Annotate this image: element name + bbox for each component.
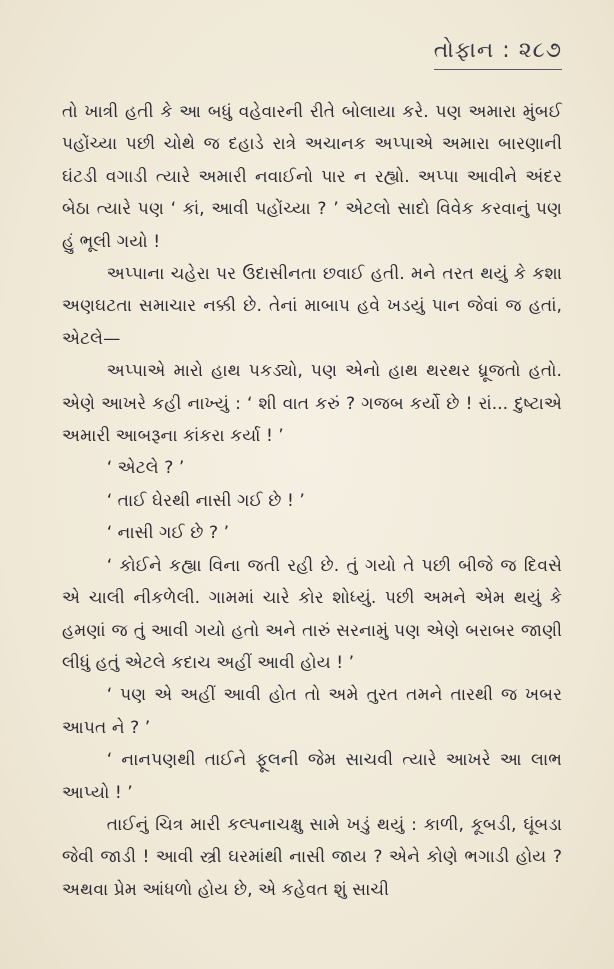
paragraph: ‘ નાનપણથી તાઈને ફૂલની જેમ સાચવી ત્યારે આખરે આ લાભ આપ્યો ! ’ bbox=[62, 750, 562, 803]
dialogue-line: ‘ એટલે ? ’ bbox=[106, 458, 185, 479]
running-head-page-number: તોફાન : ૨૮૭ bbox=[434, 38, 562, 70]
paragraph: અપ્પાના ચહેરા પર ઉદાસીનતા છવાઈ હતી. મને તરત થયું કે કશા અણઘટતા સમાચાર નક્કી છે. તેનાં માબાપ હવે ખડયું પાન જેવાં જ હતાં, એટલે— bbox=[62, 264, 562, 349]
paragraph: ‘ પણ એ અહીં આવી હોત તો અમે તુરત તમને તારથી જ ખબર આપત ને ? ’ bbox=[62, 685, 562, 738]
page-header bbox=[434, 38, 562, 70]
paragraph: અપ્પાએ મારો હાથ પકડ્યો, પણ એનો હાથ થરથર ધ્રૂજતો હતો. એણે આખરે કહી નાખ્યું : ‘ શી વાત કરું ? ગજબ કર્યો છે ! રાં... દુષ્ટાએ અમારી આબરૂના કાંકરા કર્યા ! ’ bbox=[62, 361, 562, 447]
page-body bbox=[62, 96, 562, 906]
dialogue-line: ‘ તાઈ ઘેરથી નાસી ગઈ છે ! ’ bbox=[106, 490, 305, 511]
paragraph: તો ખાત્રી હતી કે આ બધું વહેવારની રીતે બોલાયા કરે. પણ અમારા મુંબઈ પહોંચ્યા પછી ચોથે જ દહાડે રાત્રે અચાનક અપ્પાએ અમારા બારણાની ઘંટડી વગાડી ત્યારે અમારી નવાઈનો પાર ન રહ્યો. અપ્પા આવીને અંદર બેઠા ત્યારે પણ ‘ કાં, આવી પહોંચ્યા ? ’ એટલો સાદો વિવેક કરવાનું પણ હું ભૂલી ગયો ! bbox=[62, 102, 562, 252]
paragraph: ‘ કોઈને કહ્યા વિના જતી રહી છે. તું ગયો તે પછી બીજે જ દિવસે એ ચાલી નીકળેલી. ગામમાં ચારે કોર શોધ્યું. પછી અમને એમ થયું કે હમણાં જ તું આવી ગયો હતો અને તારું સરનામું પણ એણે બરાબર જાણી લીધું હતું એટલે કદાચ અહીં આવી હોય ! ’ bbox=[62, 555, 562, 673]
paragraph: તાઈનું ચિત્ર મારી કલ્પનાચક્ષુ સામે ખડું થયું : કાળી, કૂબડી, ઘૂંબડા જેવી જાડી ! આવી સ્ત્રી ઘરમાંથી નાસી જાય ? એને કોણે ભગાડી હોય ? અથવા પ્રેમ આંધળો હોય છે, એ કહેવત શું સાચી bbox=[62, 814, 562, 900]
dialogue-line: ‘ નાસી ગઈ છે ? ’ bbox=[106, 523, 230, 544]
